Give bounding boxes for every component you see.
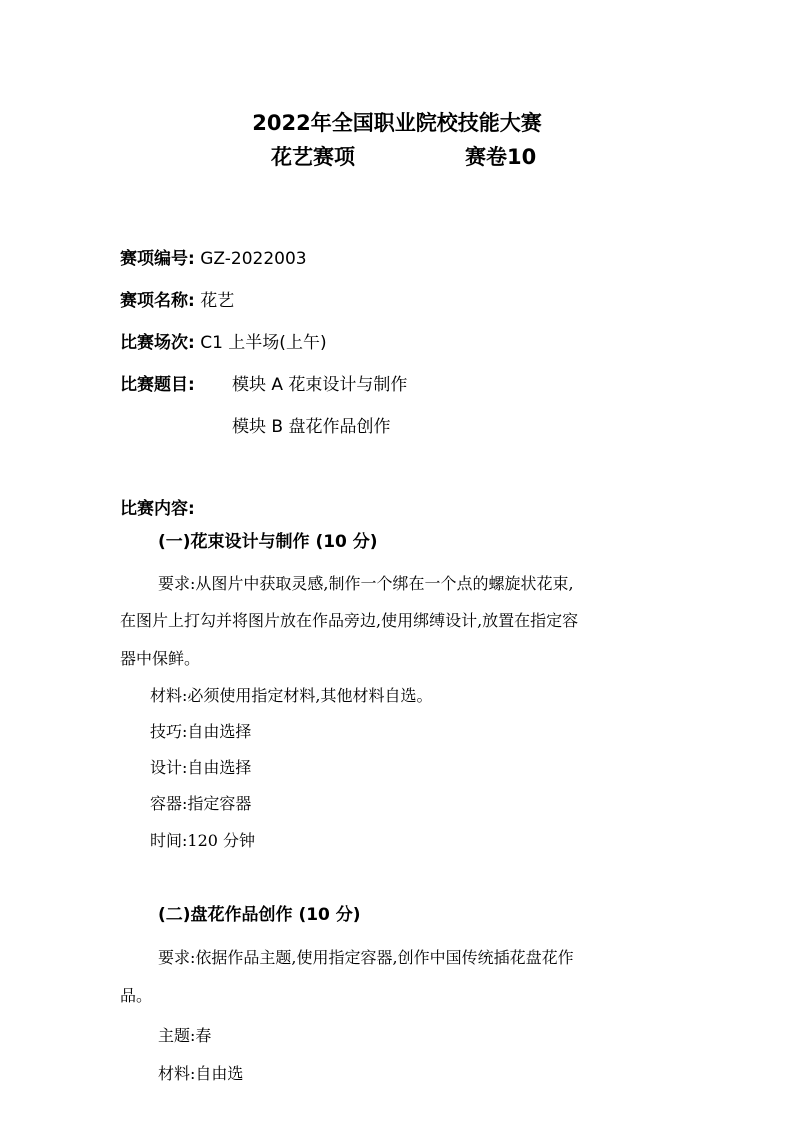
- meta-name-value: 花艺: [200, 291, 235, 311]
- meta-topics-row: [120, 374, 195, 396]
- meta-name-row: [120, 290, 234, 312]
- document-subtitle: [0, 144, 794, 170]
- section2-heading: (二)盘花作品创作 (10 分): [158, 905, 361, 925]
- section1-requirement-line1: 要求:从图片中获取灵感,制作一个绑在一个点的螺旋状花束,: [158, 574, 574, 593]
- event-name: 花艺赛项: [271, 145, 355, 169]
- meta-topics-label: 比赛题目:: [120, 375, 195, 395]
- section1-requirement-line2: 在图片上打勾并将图片放在作品旁边,使用绑缚设计,放置在指定容: [120, 611, 579, 630]
- meta-session-label: 比赛场次:: [120, 333, 195, 353]
- meta-session-row: [120, 332, 327, 354]
- meta-code-value: GZ-2022003: [200, 249, 307, 269]
- meta-name-label: 赛项名称:: [120, 291, 195, 311]
- section2-requirement-line1: 要求:依据作品主题,使用指定容器,创作中国传统插花盘花作: [158, 948, 574, 967]
- section1-time: 时间:120 分钟: [150, 831, 256, 850]
- section1-container: 容器:指定容器: [150, 794, 252, 813]
- meta-code-row: [120, 248, 307, 270]
- paper-number: 赛卷10: [465, 145, 537, 169]
- section1-heading: (一)花束设计与制作 (10 分): [158, 532, 378, 552]
- topic-module-a: 模块 A 花束设计与制作: [232, 375, 408, 395]
- meta-session-value: C1 上半场(上午): [200, 333, 327, 353]
- topic-module-b: 模块 B 盘花作品创作: [232, 417, 391, 437]
- meta-code-label: 赛项编号:: [120, 249, 195, 269]
- document-title: 2022年全国职业院校技能大赛: [252, 111, 542, 135]
- section2-requirement-line2: 品。: [120, 986, 153, 1005]
- section2-theme: 主题:春: [158, 1026, 212, 1045]
- section2-materials: 材料:自由选: [158, 1064, 244, 1083]
- section1-technique: 技巧:自由选择: [150, 722, 252, 741]
- section1-requirement-line3: 器中保鲜。: [120, 649, 201, 668]
- section1-design: 设计:自由选择: [150, 758, 252, 777]
- content-label: 比赛内容:: [120, 499, 195, 519]
- section1-materials: 材料:必须使用指定材料,其他材料自选。: [150, 686, 433, 705]
